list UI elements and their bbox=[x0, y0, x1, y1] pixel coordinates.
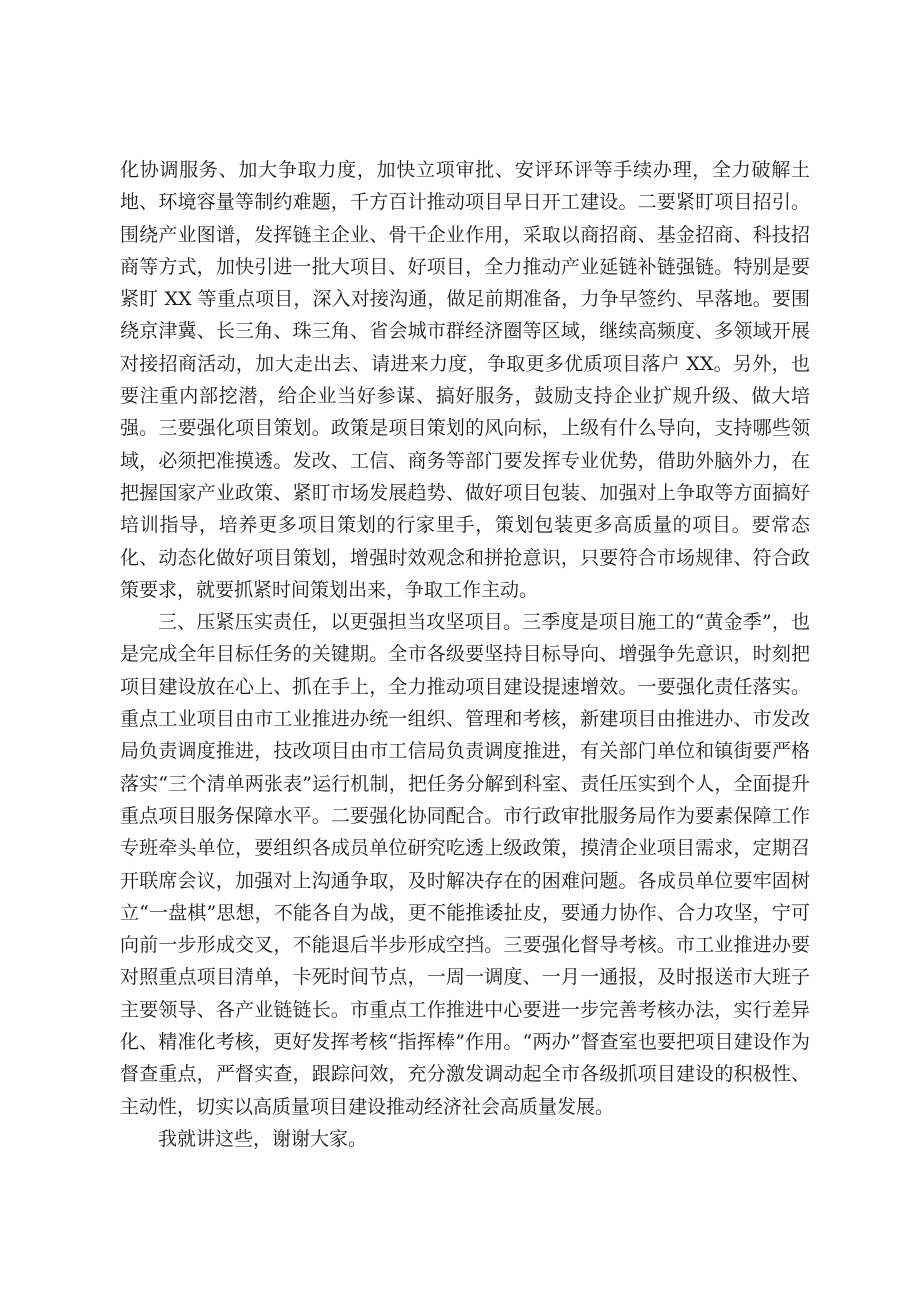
document-body bbox=[120, 154, 810, 1155]
paragraph-continuation: 化协调服务、加大争取力度，加快立项审批、安评环评等手续办理，全力破解土地、环境容量等制约难题，千方百计推动项目早日开工建设。二要紧盯项目招引。围绕产业图谱，发挥链主企业、骨干企业作用，采取以商招商、基金招商、科技招商等方式，加快引进一批大项目、好项目，全力推动产业延链补链强链。特别是要紧盯 XX 等重点项目，深入对接沟通，做足前期准备，力争早签约、早落地。要围绕京津冀、长三角、珠三角、省会城市群经济圈等区域，继续高频度、多领域开展对接招商活动，加大走出去、请进来力度，争取更多优质项目落户 XX。另外，也要注重内部挖潜，给企业当好参谋、搞好服务，鼓励支持企业扩规升级、做大培强。三要强化项目策划。政策是项目策划的风向标，上级有什么导向，支持哪些领域，必须把准摸透。发改、工信、商务等部门要发挥专业优势，借助外脑外力，在把握国家产业政策、紧盯市场发展趋势、做好项目包装、加强对上争取等方面搞好培训指导，培养更多项目策划的行家里手，策划包装更多高质量的项目。要常态化、动态化做好项目策划，增强时效观念和拼抢意识，只要符合市场规律、符合政策要求，就要抓紧时间策划出来，争取工作主动。 bbox=[120, 159, 810, 601]
paragraph-section-three: 三、压紧压实责任，以更强担当攻坚项目。三季度是项目施工的“黄金季”，也是完成全年目标任务的关键期。全市各级要坚持目标导向、增强争先意识，时刻把项目建设放在心上、抓在手上，全力推动项目建设提速增效。一要强化责任落实。重点工业项目由市工业推进办统一组织、管理和考核，新建项目由推进办、市发改局负责调度推进，技改项目由市工信局负责调度推进，有关部门单位和镇街要严格落实“三个清单两张表”运行机制，把任务分解到科室、责任压实到个人，全面提升重点项目服务保障水平。二要强化协同配合。市行政审批服务局作为要素保障工作专班牵头单位，要组织各成员单位研究吃透上级政策，摸清企业项目需求，定期召开联席会议，加强对上沟通争取，及时解决存在的困难问题。各成员单位要牢固树立“一盘棋”思想，不能各自为战，更不能推诿扯皮，要通力协作、合力攻坚，宁可向前一步形成交叉，不能退后半步形成空挡。三要强化督导考核。市工业推进办要对照重点项目清单，卡死时间节点，一周一调度、一月一通报，及时报送市大班子主要领导、各产业链链长。市重点工作推进中心要进一步完善考核办法，实行差异化、精准化考核，更好发挥考核“指挥棒”作用。“两办”督查室也要把项目建设作为督查重点，严督实查，跟踪问效，充分激发调动起全市各级抓项目建设的积极性、主动性，切实以高质量项目建设推动经济社会高质量发展。 bbox=[120, 611, 810, 1118]
paragraph-closing: 我就讲这些，谢谢大家。 bbox=[158, 1127, 368, 1150]
